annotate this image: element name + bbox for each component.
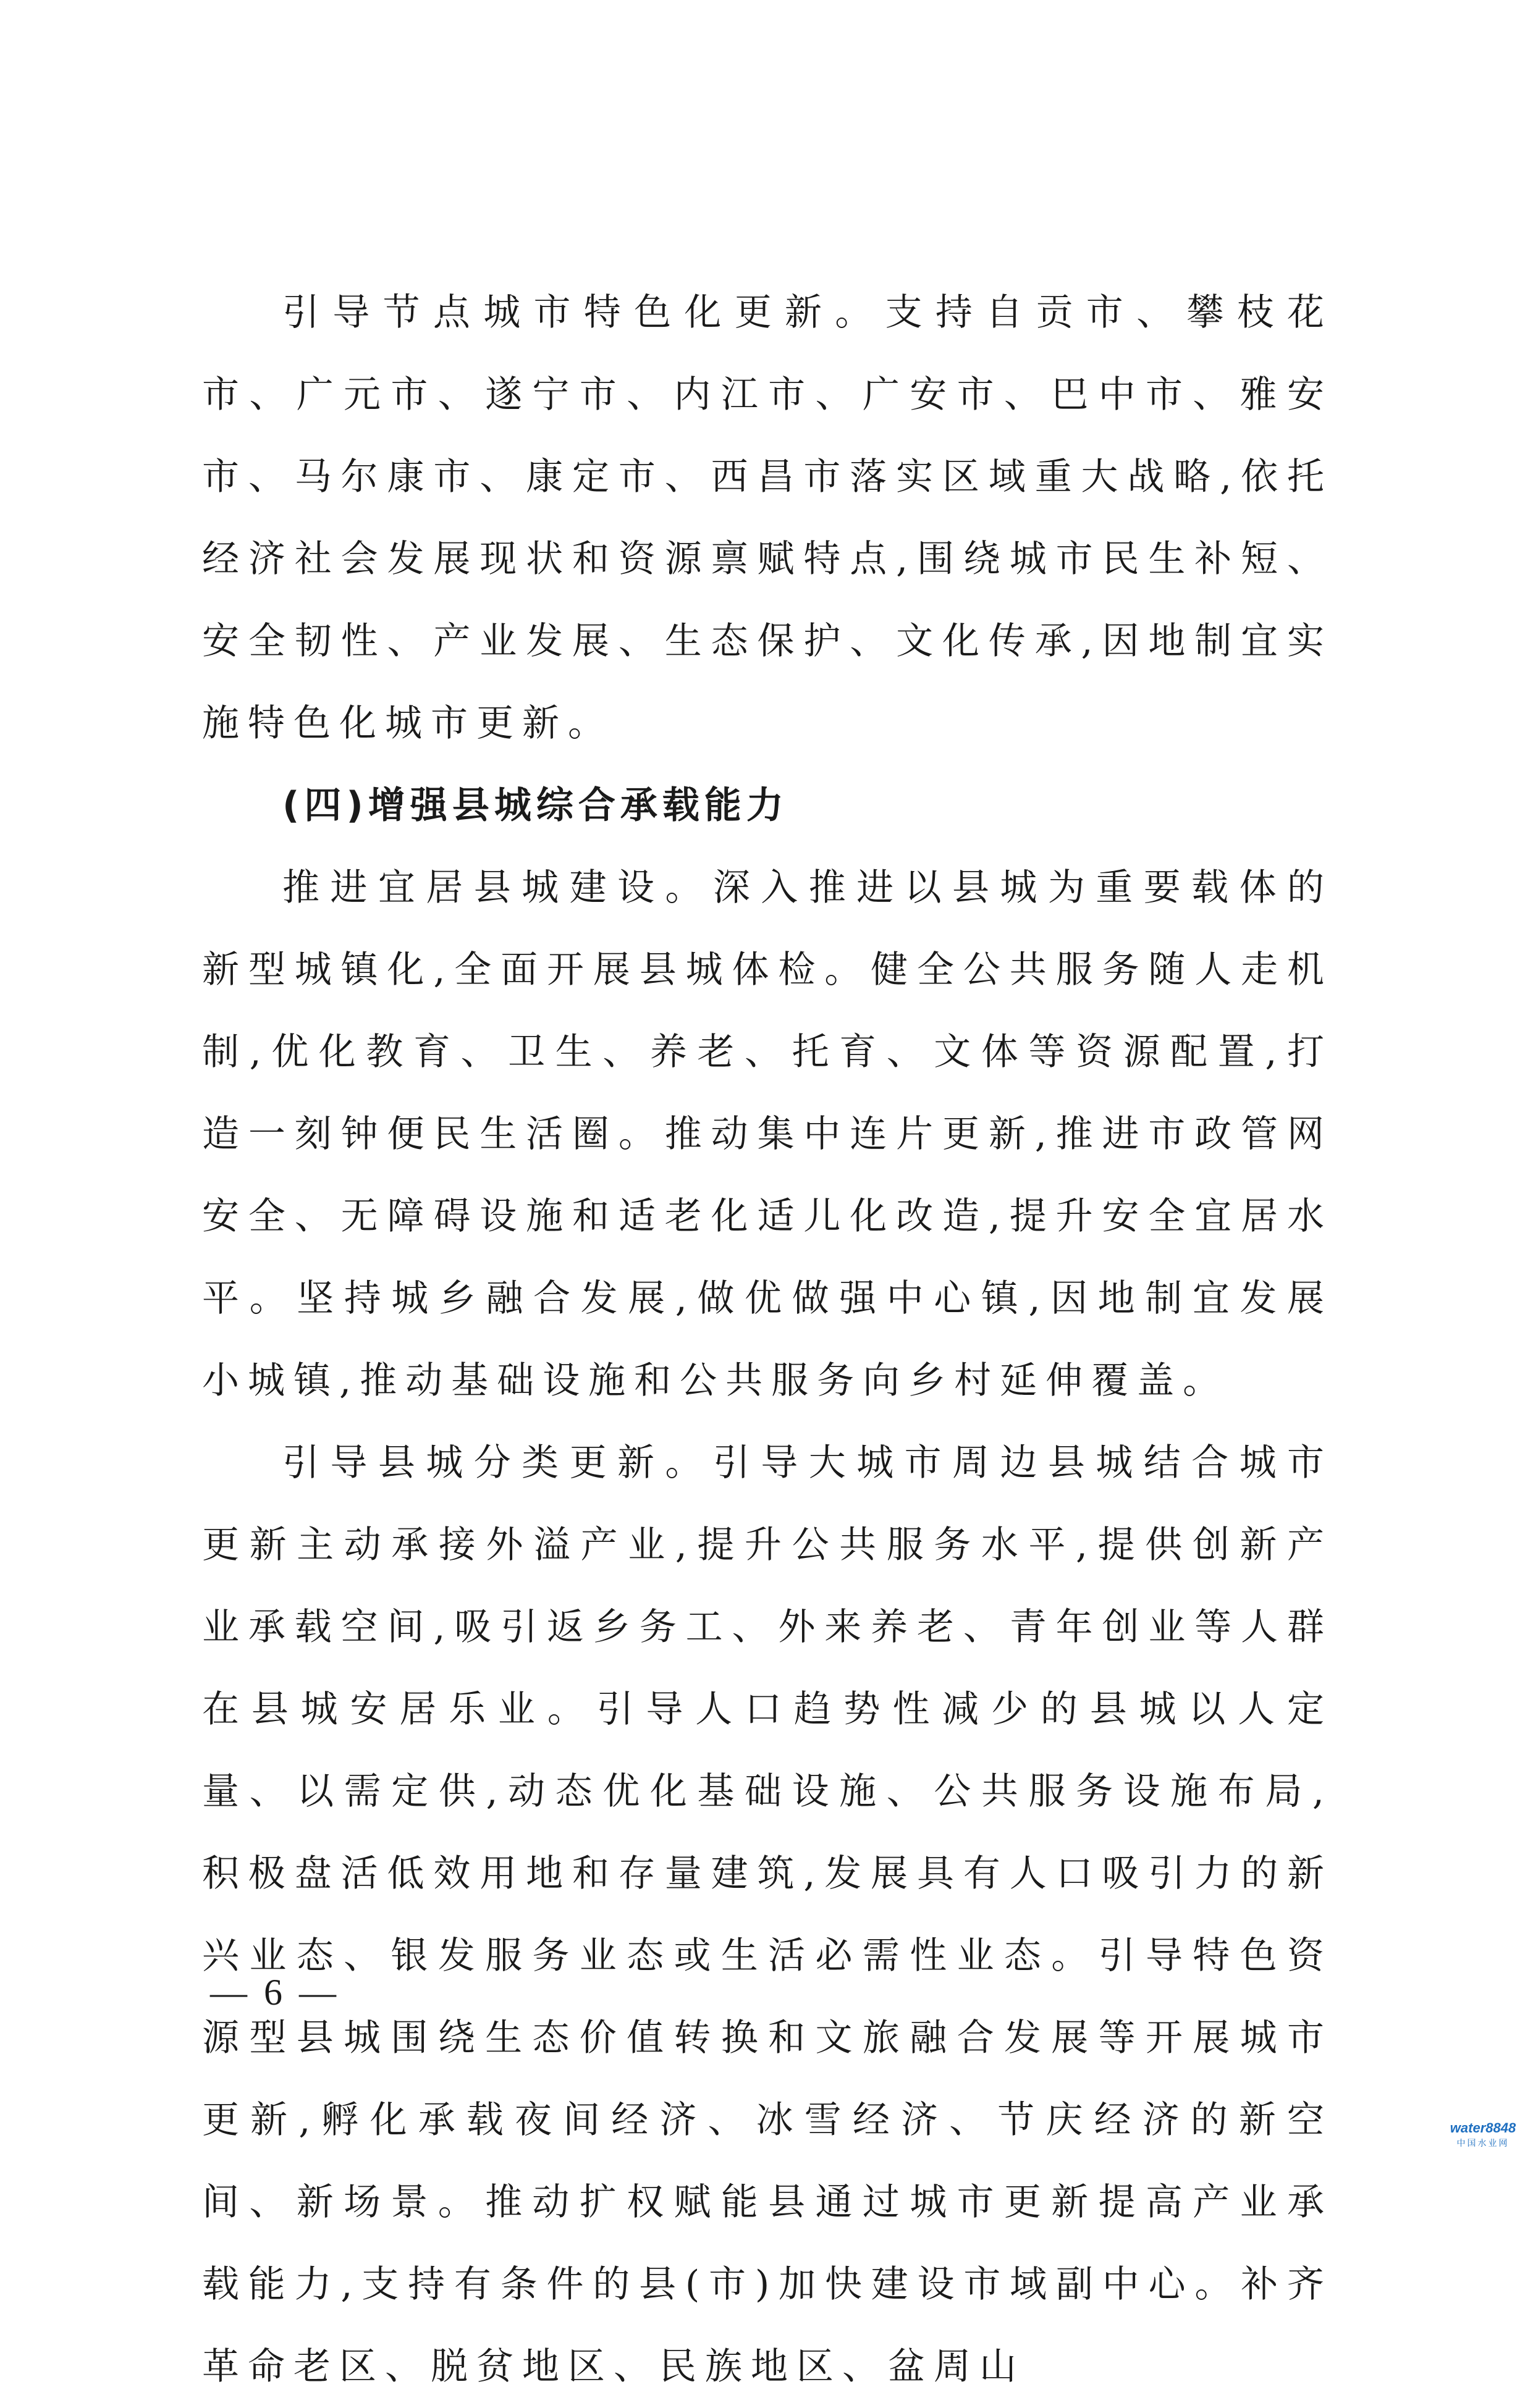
paragraph-livable-county: 推进宜居县城建设。深入推进以县城为重要载体的新型城镇化,全面开展县城体检。健全公共服务随人走机制,优化教育、卫生、养老、托育、文体等资源配置,打造一刻钟便民生活圈。推动集中连片更新,推进市政管网安全、无障碍设施和适老化适儿化改造,提升安全宜居水平。坚持城乡融合发展,做优做强中心镇,因地制宜发展小城镇,推动基础设施和公共服务向乡村延伸覆盖。 — [202, 866, 1333, 1402]
paragraph-node-city-renewal: 引导节点城市特色化更新。支持自贡市、攀枝花市、广元市、遂宁市、内江市、广安市、巴中市、雅安市、马尔康市、康定市、西昌市落实区域重大战略,依托经济社会发展现状和资源禀赋特点,围绕城市民生补短、安全韧性、产业发展、生态保护、文化传承,因地制宜实施特色化城市更新。 — [202, 291, 1333, 745]
page-number: — 6 — — [210, 1972, 340, 2013]
section-heading-county-capacity: (四)增强县城综合承载能力 — [282, 784, 788, 827]
document-body — [202, 272, 1333, 2408]
paragraph-county-classified-renewal: 引导县城分类更新。引导大城市周边县城结合城市更新主动承接外溢产业,提升公共服务水平,提供创新产业承载空间,吸引返乡务工、外来养老、青年创业等人群在县城安居乐业。引导人口趋势性减少的县城以人定量、以需定供,动态优化基础设施、公共服务设施布局,积极盘活低效用地和存量建筑,发展具有人口吸引力的新兴业态、银发服务业态或生活必需性业态。引导特色资源型县城围绕生态价值转换和文旅融合发展等开展城市更新,孵化承载夜间经济、冰雪经济、节庆经济的新空间、新场景。推动扩权赋能县通过城市更新提高产业承载能力,支持有条件的县(市)加快建设市域副中心。补齐革命老区、脱贫地区、民族地区、盆周山 — [202, 1441, 1333, 2388]
site-watermark-logo — [1440, 2119, 1526, 2162]
watermark-sub-text: 中国水业网 — [1456, 2138, 1510, 2148]
watermark-main-text: water8848 — [1450, 2120, 1516, 2136]
